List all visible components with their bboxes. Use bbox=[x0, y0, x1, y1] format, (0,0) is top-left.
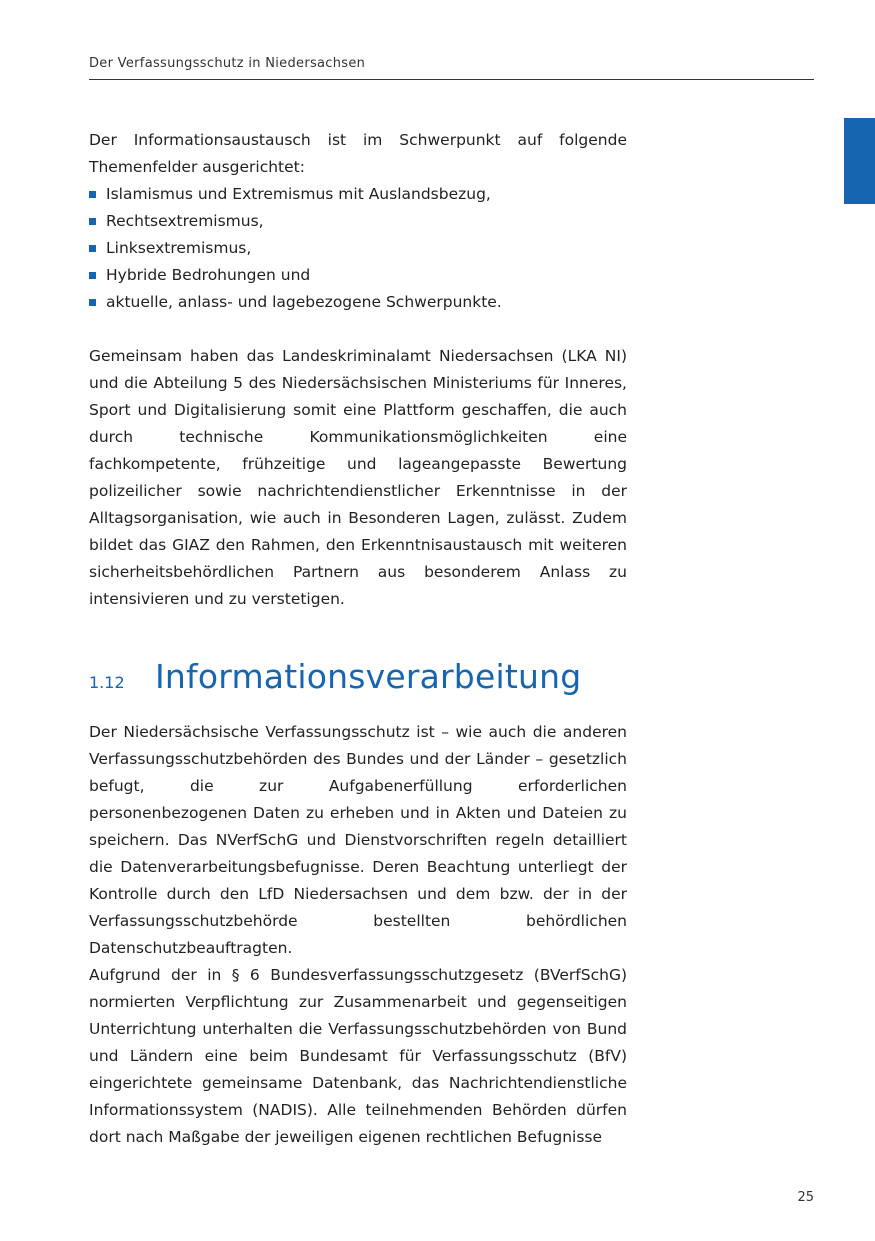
square-bullet-icon bbox=[89, 245, 96, 252]
square-bullet-icon bbox=[89, 299, 96, 306]
square-bullet-icon bbox=[89, 272, 96, 279]
square-bullet-icon bbox=[89, 191, 96, 198]
page-body bbox=[89, 127, 627, 1151]
running-header: Der Verfassungsschutz in Niedersachsen bbox=[89, 56, 366, 71]
list-item: Hybride Bedrohungen und bbox=[89, 262, 627, 289]
list-item: aktuelle, anlass- und lagebezogene Schwerpunkte. bbox=[89, 289, 627, 316]
section-number: 1.12 bbox=[89, 673, 125, 692]
intro-paragraph: Der Informationsaustausch ist im Schwerpunkt auf folgende Themenfelder ausgerichtet: bbox=[89, 131, 627, 176]
square-bullet-icon bbox=[89, 218, 96, 225]
section-title: Informationsverarbeitung bbox=[155, 657, 582, 696]
topic-list bbox=[89, 181, 627, 316]
list-item: Linksextremismus, bbox=[89, 235, 627, 262]
page-number: 25 bbox=[797, 1190, 814, 1205]
header-divider bbox=[89, 79, 814, 80]
section-paragraph: Der Niedersächsische Verfassungsschutz ist – wie auch die anderen Verfassungsschutzbehörden des Bundes und der Länder – gesetzlich befugt, die zur Aufgabenerfüllung erforderlichen personenbezogenen Daten zu erheben und in Akten und Dateien zu speichern. Das NVerfSchG und Dienstvorschriften regeln detailliert die Datenverarbeitungsbefugnisse. Deren Beachtung unterliegt der Kontrolle durch den LfD Niedersachsen und dem bzw. der in der Verfassungsschutzbehörde bestellten behördlichen Datenschutzbeauftragten. bbox=[89, 723, 627, 957]
section-heading bbox=[89, 655, 627, 699]
list-item: Islamismus und Extremismus mit Auslandsbezug, bbox=[89, 181, 627, 208]
chapter-tab-marker bbox=[844, 118, 875, 204]
giaz-paragraph: Gemeinsam haben das Landeskriminalamt Niedersachsen (LKA NI) und die Abteilung 5 des Niedersächsischen Ministeriums für Inneres, Sport und Digitalisierung somit eine Plattform geschaffen, die auch durch technische Kommunikationsmöglichkeiten eine fachkompetente, frühzeitige und lageangepasste Bewertung polizeilicher sowie nachrichtendienstlicher Erkenntnisse in der Alltagsorganisation, wie auch in Besonderen Lagen, zulässt. Zudem bildet das GIAZ den Rahmen, den Erkenntnisaustausch mit weiteren sicherheitsbehördlichen Partnern aus besonderem Anlass zu intensivieren und zu verstetigen. bbox=[89, 347, 627, 608]
section-paragraph: Aufgrund der in § 6 Bundesverfassungsschutzgesetz (BVerfSchG) normierten Verpflichtung zur Zusammenarbeit und gegenseitigen Unterrichtung unterhalten die Verfassungsschutzbehörden von Bund und Ländern eine beim Bundesamt für Verfassungsschutz (BfV) eingerichtete gemeinsame Datenbank, das Nachrichtendienstliche Informationssystem (NADIS). Alle teilnehmenden Behörden dürfen dort nach Maßgabe der jeweiligen eigenen rechtlichen Befugnisse bbox=[89, 966, 627, 1146]
list-item: Rechtsextremismus, bbox=[89, 208, 627, 235]
